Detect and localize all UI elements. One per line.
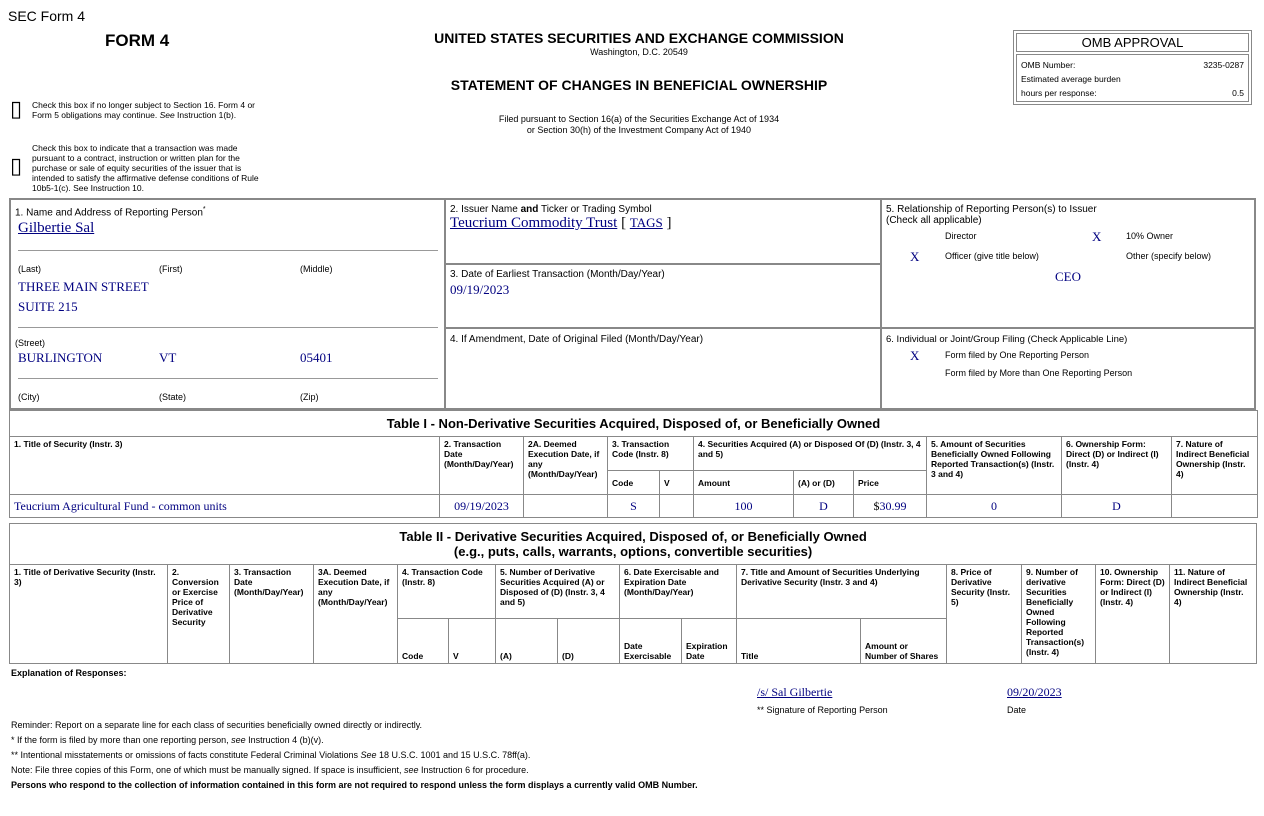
omb-number-label: OMB Number: — [1021, 60, 1076, 70]
omb-hours-label: hours per response: — [1021, 88, 1097, 98]
filed-line-1: Filed pursuant to Section 16(a) of the Securities Exchange Act of 1934 — [498, 114, 780, 124]
t1-header-date: 2. Transaction Date (Month/Day/Year) — [440, 437, 524, 495]
t1-security: Teucrium Agricultural Fund - common units — [10, 495, 440, 518]
t1-price-value: 30.99 — [879, 498, 907, 513]
ticker-bracket-close: ] — [666, 215, 672, 231]
t1-sub-v: V — [660, 471, 694, 495]
section16-checkbox-row — [10, 97, 270, 127]
filing-one-mark[interactable]: X — [910, 348, 920, 363]
rule10b5-checkbox-text: Check this box to indicate that a transaction was made pursuant to a contract, instruction or written plan for the purchase or sale of equity securities of the issuer that is intended to satisfy the affirmative defense conditions of Rule 10b5-1(c). See Instruction 10. — [32, 143, 259, 193]
filing-box — [881, 328, 1255, 409]
city-value: BURLINGTON — [18, 350, 103, 365]
t2-sub-title: Title — [737, 619, 861, 664]
note2-see: See — [360, 750, 377, 760]
t1-code: S — [608, 495, 660, 518]
earliest-transaction-label: 3. Date of Earliest Transaction (Month/Day/Year) — [450, 269, 665, 280]
document-label: SEC Form 4 — [8, 8, 86, 24]
t1-deemed — [524, 495, 608, 518]
reporting-person-label-text: 1. Name and Address of Reporting Person — [15, 207, 203, 219]
t1-sub-amount: Amount — [694, 471, 794, 495]
reminder-note: Reminder: Report on a separate line for each class of securities beneficially owned directly or indirectly. — [11, 720, 423, 730]
table-2-title-1: Table II - Derivative Securities Acquired, Disposed of, or Beneficially Owned — [399, 529, 867, 544]
table-2-title-2: (e.g., puts, calls, warrants, options, convertible securities) — [453, 544, 813, 559]
form-title: FORM 4 — [105, 31, 170, 50]
note1-a: * If the form is filed by more than one reporting person, — [11, 735, 232, 745]
t1-v — [660, 495, 694, 518]
reporting-person-name[interactable] — [18, 220, 94, 237]
t2-sub-d: (D) — [558, 619, 620, 664]
t1-price — [854, 495, 927, 518]
street-line-2: SUITE 215 — [18, 299, 78, 314]
issuer-label-a: 2. Issuer Name — [450, 204, 521, 215]
street-label: (Street) — [15, 338, 46, 348]
section16-text-b: Instruction 1(b). — [174, 110, 237, 120]
note2-a: ** Intentional misstatements or omissions of facts constitute Federal Criminal Violations — [11, 750, 361, 760]
filing-more-label: Form filed by More than One Reporting Person — [945, 368, 1133, 378]
t1-owned: 0 — [927, 495, 1062, 518]
t2-header-date: 3. Transaction Date (Month/Day/Year) — [230, 565, 314, 664]
t1-header-owned: 5. Amount of Securities Beneficially Owned Following Reported Transaction(s) (Instr. 3 and 4) — [927, 437, 1062, 495]
signature — [757, 685, 832, 700]
ticker-bracket-open: [ — [621, 215, 627, 231]
street-line-1: THREE MAIN STREET — [18, 279, 149, 294]
note3-see: see — [404, 765, 419, 775]
omb-details — [1016, 54, 1249, 102]
officer-mark[interactable]: X — [910, 249, 920, 264]
issuer-box — [445, 199, 881, 264]
relationship-label-2: (Check all applicable) — [886, 215, 982, 226]
other-label: Other (specify below) — [1126, 251, 1212, 261]
issuer-label — [450, 204, 652, 215]
section16-checkbox[interactable]: ▯ — [10, 97, 23, 122]
omb-burden-label: Estimated average burden — [1021, 74, 1121, 84]
city-label: (City) — [18, 392, 40, 402]
filed-pursuant — [380, 114, 898, 136]
signature-link[interactable]: /s/ Sal Gilbertie — [757, 685, 833, 699]
date-label: Date — [1007, 705, 1027, 715]
rule10b5-checkbox[interactable]: ▯ — [10, 154, 23, 179]
t1-amount: 100 — [694, 495, 794, 518]
relationship-label — [886, 204, 1097, 226]
t1-price-symbol: $ — [873, 498, 880, 513]
section16-see: See — [159, 110, 175, 120]
reporting-person-label — [15, 206, 206, 218]
reporting-person-name-link[interactable]: Gilbertie Sal — [18, 220, 95, 236]
t2-header-code: 4. Transaction Code (Instr. 8) — [398, 565, 496, 619]
t1-header-title: 1. Title of Security (Instr. 3) — [10, 437, 440, 495]
note-misstatements — [11, 750, 530, 760]
t1-nature — [1172, 495, 1258, 518]
t1-header-form: 6. Ownership Form: Direct (D) or Indirect (I) (Instr. 4) — [1062, 437, 1172, 495]
t1-header-nature: 7. Nature of Indirect Beneficial Ownership (Instr. 4) — [1172, 437, 1258, 495]
divider — [18, 327, 438, 328]
t2-sub-exercisable: Date Exercisable — [620, 619, 682, 664]
t2-sub-code: Code — [398, 619, 449, 664]
divider — [18, 250, 438, 251]
state-value: VT — [159, 350, 177, 365]
t2-sub-amount: Amount or Number of Shares — [861, 619, 947, 664]
last-label: (Last) — [18, 264, 42, 274]
t2-header-owned: 9. Number of derivative Securities Beneficially Owned Following Reported Transaction(s) (Instr. 4) — [1022, 565, 1096, 664]
ten-percent-owner-mark[interactable]: X — [1092, 229, 1102, 244]
omb-title: OMB APPROVAL — [1016, 33, 1249, 52]
t2-header-deemed: 3A. Deemed Execution Date, if any (Month/Day/Year) — [314, 565, 398, 664]
note3-b: Instruction 6 for procedure. — [418, 765, 529, 775]
issuer-name-line — [450, 215, 671, 232]
note3-a: Note: File three copies of this Form, one of which must be manually signed. If space is insufficient, — [11, 765, 405, 775]
amendment-label: 4. If Amendment, Date of Original Filed (Month/Day/Year) — [450, 334, 704, 345]
t2-header-underlying: 7. Title and Amount of Securities Underlying Derivative Security (Instr. 3 and 4) — [737, 565, 947, 619]
t2-sub-a: (A) — [496, 619, 558, 664]
note2-b: 18 U.S.C. 1001 and 15 U.S.C. 78ff(a). — [376, 750, 531, 760]
filing-one-label: Form filed by One Reporting Person — [945, 350, 1090, 360]
middle-label: (Middle) — [300, 264, 333, 274]
omb-hours-value: 0.5 — [1232, 88, 1244, 98]
first-label: (First) — [159, 264, 183, 274]
table-row — [10, 495, 1258, 518]
signature-date-link[interactable]: 09/20/2023 — [1007, 685, 1062, 699]
signature-date — [1007, 685, 1062, 700]
t1-sub-a-or-d: (A) or (D) — [794, 471, 854, 495]
earliest-transaction-date: 09/19/2023 — [450, 282, 510, 297]
note-copies — [11, 765, 529, 775]
reporting-person-box — [10, 199, 445, 409]
t1-header-code: 3. Transaction Code (Instr. 8) — [608, 437, 694, 471]
relationship-label-1: 5. Relationship of Reporting Person(s) to Issuer — [886, 204, 1097, 215]
t2-sub-v: V — [449, 619, 496, 664]
t1-a-or-d: D — [794, 495, 854, 518]
t2-sub-expiration: Expiration Date — [682, 619, 737, 664]
t2-header-title: 1. Title of Derivative Security (Instr. 3) — [10, 565, 168, 664]
ticker-link[interactable]: TAGS — [629, 215, 663, 230]
table-2-title — [10, 524, 1257, 565]
ten-percent-owner-label: 10% Owner — [1126, 231, 1174, 241]
filing-label: 6. Individual or Joint/Group Filing (Check Applicable Line) — [886, 334, 1128, 345]
relationship-box — [881, 199, 1255, 328]
t1-header-deemed: 2A. Deemed Execution Date, if any (Month/Day/Year) — [524, 437, 608, 495]
zip-label: (Zip) — [300, 392, 319, 402]
issuer-label-and: and — [520, 204, 539, 215]
filed-line-2: or Section 30(h) of the Investment Company Act of 1940 — [526, 125, 752, 135]
t2-header-exercisable: 6. Date Exercisable and Expiration Date (Month/Day/Year) — [620, 565, 737, 619]
t2-header-price: 8. Price of Derivative Security (Instr. 5) — [947, 565, 1022, 664]
director-label: Director — [945, 231, 977, 241]
commission-title: UNITED STATES SECURITIES AND EXCHANGE COMMISSION — [434, 30, 844, 46]
table-2-derivative — [9, 523, 1257, 664]
t1-form: D — [1062, 495, 1172, 518]
omb-persons-note: Persons who respond to the collection of information contained in this form are not required to respond unless the form displays a currently valid OMB Number. — [11, 780, 698, 790]
table-1-non-derivative — [9, 410, 1258, 518]
t1-header-acquired: 4. Securities Acquired (A) or Disposed Of (D) (Instr. 3, 4 and 5) — [694, 437, 927, 471]
commission-location: Washington, D.C. 20549 — [590, 47, 688, 57]
table-1-title: Table I - Non-Derivative Securities Acquired, Disposed of, or Beneficially Owned — [10, 411, 1258, 437]
t1-sub-code: Code — [608, 471, 660, 495]
issuer-name-link[interactable]: Teucrium Commodity Trust — [450, 215, 618, 231]
divider — [18, 378, 438, 379]
amendment-box — [445, 328, 881, 409]
note1-see: see — [231, 735, 246, 745]
t2-header-nature: 11. Nature of Indirect Beneficial Ownership (Instr. 4) — [1170, 565, 1257, 664]
state-label: (State) — [159, 392, 187, 402]
earliest-transaction-box — [445, 264, 881, 328]
zip-value: 05401 — [300, 350, 333, 365]
issuer-label-b: Ticker or Trading Symbol — [538, 204, 652, 215]
t2-header-form: 10. Ownership Form: Direct (D) or Indirect (I) (Instr. 4) — [1096, 565, 1170, 664]
reporting-person-asterisk: * — [202, 206, 206, 213]
section16-checkbox-text — [32, 100, 264, 120]
t2-header-conversion: 2. Conversion or Exercise Price of Derivative Security — [168, 565, 230, 664]
omb-number-value: 3235-0287 — [1203, 60, 1244, 70]
note-multiple-persons — [11, 735, 324, 745]
omb-approval-box — [1013, 30, 1252, 105]
t2-header-number: 5. Number of Derivative Securities Acquired (A) or Disposed of (D) (Instr. 3, 4 and 5) — [496, 565, 620, 619]
t1-date: 09/19/2023 — [440, 495, 524, 518]
section16-text-a: Check this box if no longer subject to Section 16. Form 4 or Form 5 obligations may continue. — [32, 100, 256, 120]
officer-label: Officer (give title below) — [945, 251, 1039, 261]
officer-title: CEO — [1055, 269, 1081, 284]
statement-title: STATEMENT OF CHANGES IN BENEFICIAL OWNERSHIP — [450, 77, 828, 93]
explanation-heading: Explanation of Responses: — [11, 668, 127, 678]
note1-b: Instruction 4 (b)(v). — [245, 735, 324, 745]
signature-label: ** Signature of Reporting Person — [757, 705, 888, 715]
rule10b5-checkbox-row — [10, 143, 270, 195]
t1-sub-price: Price — [854, 471, 927, 495]
